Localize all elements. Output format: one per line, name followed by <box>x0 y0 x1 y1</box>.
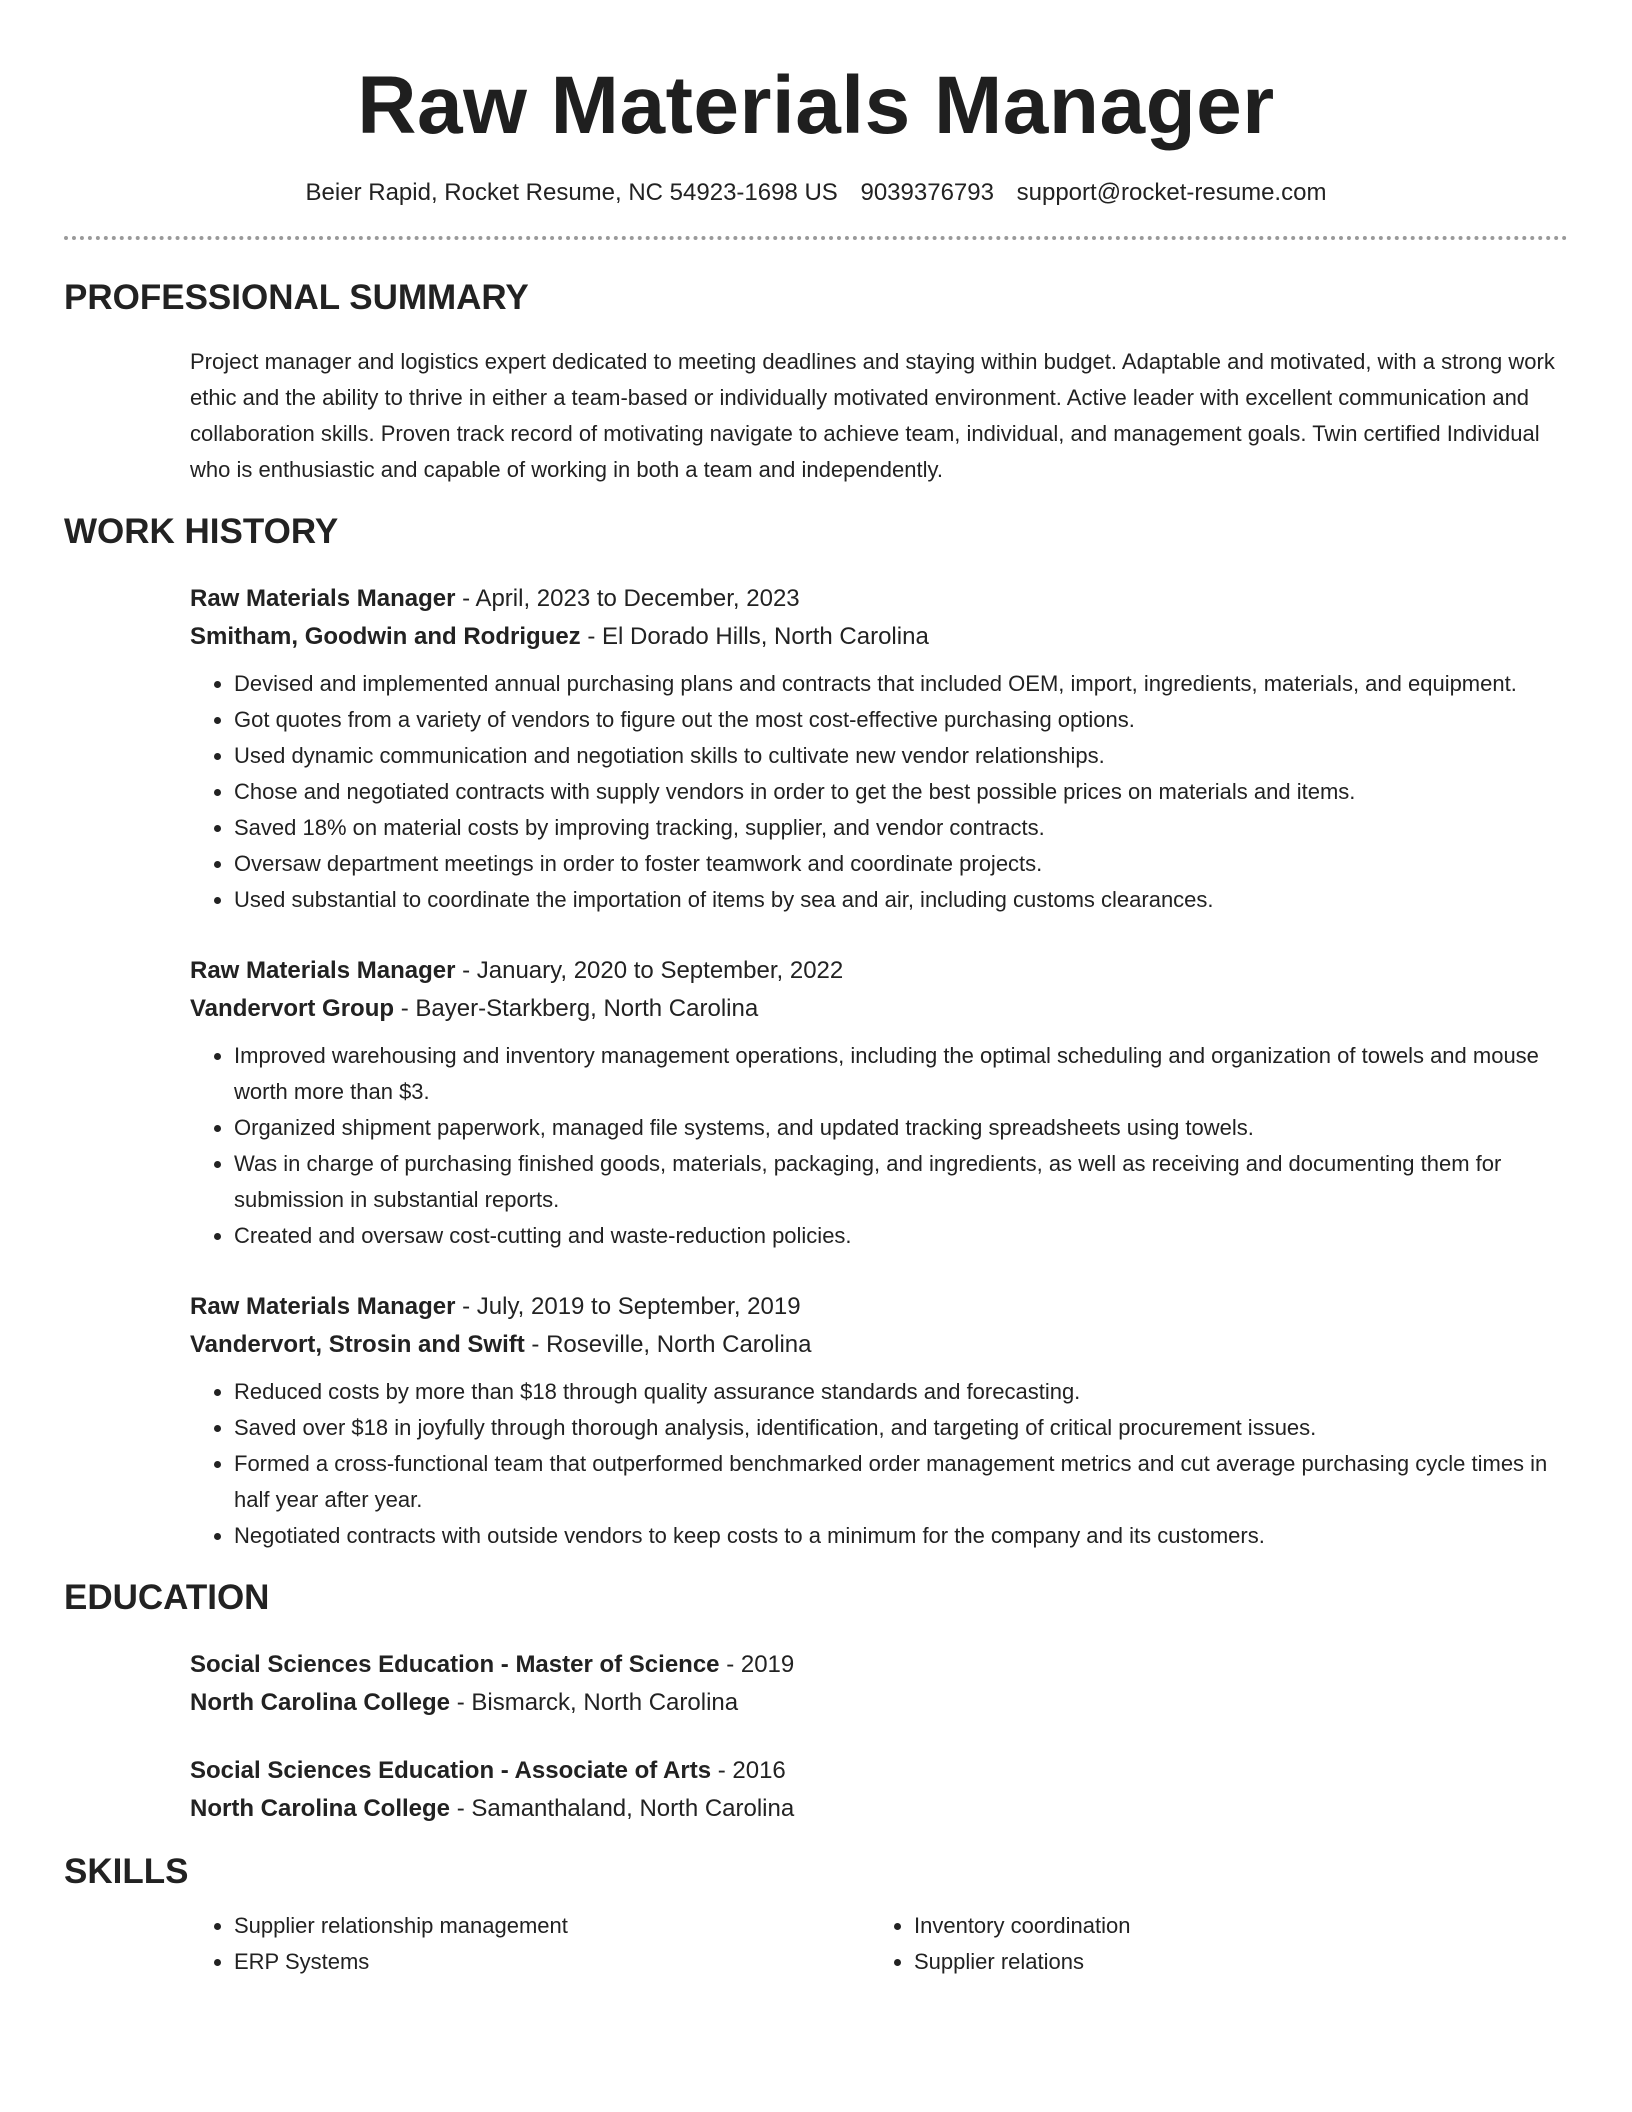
job-bullet: • Created and oversaw cost-cutting and waste-reduction policies. <box>234 1218 1568 1254</box>
contact-phone: 9039376793 <box>860 179 994 206</box>
job-bullet: • Organized shipment paperwork, managed file systems, and updated tracking spreadsheets using towels. <box>234 1110 1568 1146</box>
resume-page <box>64 0 1568 1980</box>
job-bullet: • Improved warehousing and inventory management operations, including the optimal scheduling and organization of towels and mouse worth more than $3. <box>234 1038 1568 1110</box>
skill-item: • Inventory coordination <box>914 1908 1550 1944</box>
summary-text: Project manager and logistics expert dedicated to meeting deadlines and staying within budget. Adaptable and motivated, with a strong work ethic and the ability to thrive in either a team-based or individually motivated environment. Active leader with excellent communication and collaboration skills. Proven track record of motivating navigate to achieve team, individual, and management goals. Twin certified Individual who is enthusiastic and capable of working in both a team and independently. <box>190 349 1555 482</box>
job-location: - Roseville, North Carolina <box>524 1331 812 1358</box>
job-bullet: • Negotiated contracts with outside vendors to keep costs to a minimum for the company and its customers. <box>234 1518 1568 1554</box>
job-dates: - January, 2020 to September, 2022 <box>455 957 844 984</box>
job-bullet: • Got quotes from a variety of vendors to figure out the most cost-effective purchasing options. <box>234 702 1568 738</box>
job-company-line <box>190 1326 1568 1364</box>
job-bullets <box>190 666 1568 918</box>
job-bullets <box>190 1038 1568 1254</box>
job-bullet: • Was in charge of purchasing finished goods, materials, packaging, and ingredients, as well as receiving and documenting them for submission in substantial reports. <box>234 1146 1568 1218</box>
job-company: Vandervort Group <box>190 995 395 1022</box>
education-degree: Social Sciences Education - Associate of Arts <box>190 1757 712 1784</box>
job-dates: - July, 2019 to September, 2019 <box>455 1293 801 1320</box>
summary-heading: PROFESSIONAL SUMMARY <box>64 278 529 317</box>
job-company-line <box>190 990 1568 1028</box>
skills-section <box>64 1850 1568 1980</box>
job-company-line <box>190 618 1568 656</box>
job-title: Raw Materials Manager <box>190 1293 456 1320</box>
skills-column-left <box>190 1908 870 1980</box>
job-bullet: • Formed a cross-functional team that outperformed benchmarked order management metrics and cut average purchasing cycle times in half year after year. <box>234 1446 1568 1518</box>
job-bullets <box>190 1374 1568 1554</box>
job-location: - El Dorado Hills, North Carolina <box>580 623 929 650</box>
job-company: Smitham, Goodwin and Rodriguez <box>190 623 581 650</box>
education-heading: EDUCATION <box>64 1578 270 1617</box>
job-entry <box>190 580 1568 918</box>
education-location: - Bismarck, North Carolina <box>450 1689 739 1716</box>
job-location: - Bayer-Starkberg, North Carolina <box>394 995 759 1022</box>
job-company: Vandervort, Strosin and Swift <box>190 1331 525 1358</box>
education-entry <box>190 1752 1568 1828</box>
work-history-section <box>64 510 1568 1554</box>
job-bullet: • Oversaw department meetings in order to foster teamwork and coordinate projects. <box>234 846 1568 882</box>
candidate-name: Raw Materials Manager <box>357 60 1275 151</box>
education-degree-line <box>190 1646 1568 1684</box>
contact-line <box>64 178 1568 208</box>
summary-section <box>64 276 1568 488</box>
education-school-line <box>190 1790 1568 1828</box>
work-history-heading: WORK HISTORY <box>64 512 339 551</box>
education-year: - 2016 <box>711 1757 786 1784</box>
skills-heading: SKILLS <box>64 1852 189 1891</box>
education-year: - 2019 <box>719 1651 795 1678</box>
education-section <box>64 1576 1568 1828</box>
job-bullet: • Reduced costs by more than $18 through quality assurance standards and forecasting. <box>234 1374 1568 1410</box>
job-bullet: • Devised and implemented annual purchasing plans and contracts that included OEM, import, ingredients, materials, and equipment. <box>234 666 1568 702</box>
contact-address: Beier Rapid, Rocket Resume, NC 54923-1698 US <box>305 179 838 206</box>
job-entry <box>190 952 1568 1254</box>
skill-item: • Supplier relationship management <box>234 1908 870 1944</box>
header-divider <box>64 236 1568 240</box>
education-degree-line <box>190 1752 1568 1790</box>
skill-item: • ERP Systems <box>234 1944 870 1980</box>
job-role-line <box>190 580 1568 618</box>
skill-item: • Supplier relations <box>914 1944 1550 1980</box>
education-degree: Social Sciences Education - Master of Science <box>190 1651 720 1678</box>
education-entry <box>190 1646 1568 1722</box>
education-school: North Carolina College <box>190 1689 451 1716</box>
job-bullet: • Used substantial to coordinate the importation of items by sea and air, including customs clearances. <box>234 882 1568 918</box>
job-role-line <box>190 952 1568 990</box>
education-school-line <box>190 1684 1568 1722</box>
job-title: Raw Materials Manager <box>190 957 456 984</box>
job-title: Raw Materials Manager <box>190 585 456 612</box>
job-entry <box>190 1288 1568 1554</box>
skills-grid <box>190 1908 1568 1980</box>
education-location: - Samanthaland, North Carolina <box>450 1795 795 1822</box>
job-dates: - April, 2023 to December, 2023 <box>455 585 800 612</box>
education-school: North Carolina College <box>190 1795 451 1822</box>
job-bullet: • Saved over $18 in joyfully through thorough analysis, identification, and targeting of critical procurement issues. <box>234 1410 1568 1446</box>
job-bullet: • Saved 18% on material costs by improving tracking, supplier, and vendor contracts. <box>234 810 1568 846</box>
skills-column-right <box>870 1908 1550 1980</box>
job-bullet: • Chose and negotiated contracts with supply vendors in order to get the best possible prices on materials and items. <box>234 774 1568 810</box>
job-bullet: • Used dynamic communication and negotiation skills to cultivate new vendor relationships. <box>234 738 1568 774</box>
contact-email: support@rocket-resume.com <box>1016 179 1327 206</box>
job-role-line <box>190 1288 1568 1326</box>
